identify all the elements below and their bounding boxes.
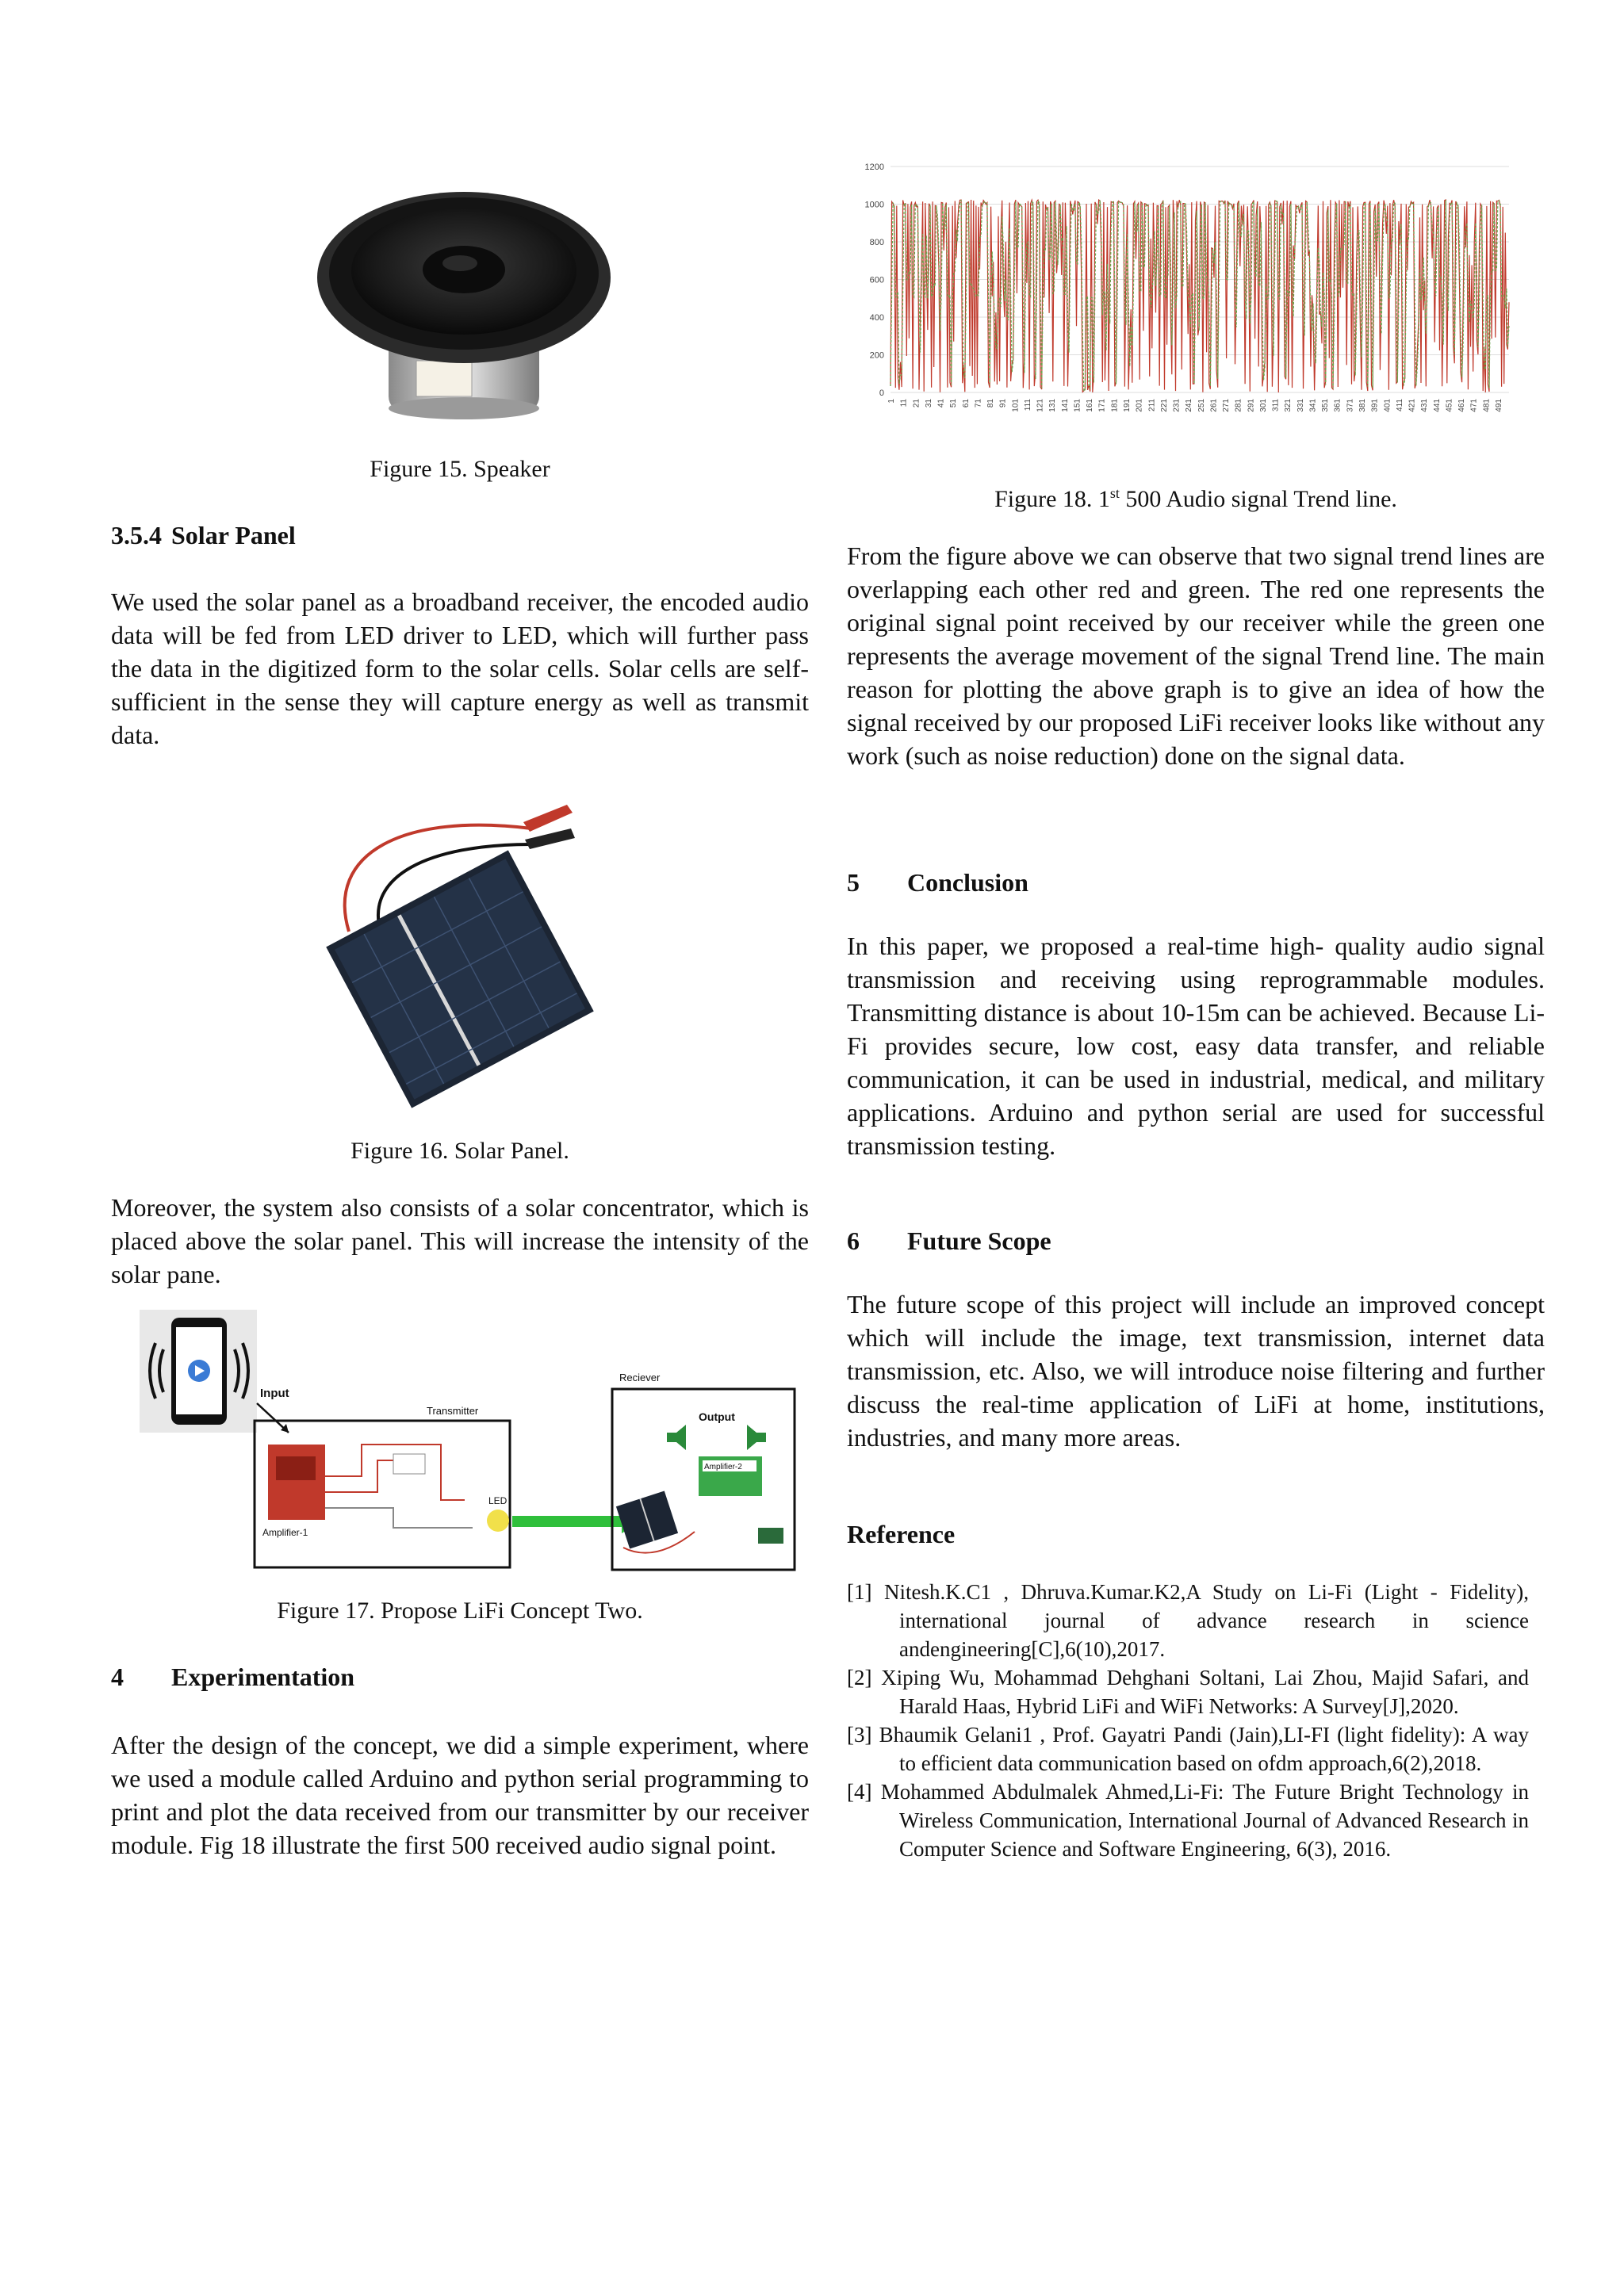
x-tick-label: 401 [1383,399,1392,412]
fig18-caption-text: Figure 18. 1 [994,486,1110,512]
x-tick-label: 381 [1358,399,1367,412]
output-label: Output [699,1410,735,1423]
conclusion-paragraph: In this paper, we proposed a real-time high- quality audio signal transmission and receiving using reprogrammable modules. Transmitting distance is about 10-15m can be achieved. Because Li-Fi provides secure, low cost, easy data transfer, and reliable communication, it can be used in industrial, medical, and military applications. Arduino and python serial are used for successful transmission testing. [847,932,1545,1160]
reference-item: [3] Bhaumik Gelani1 , Prof. Gayatri Pandi (Jain),LI-FI (light fidelity): A way to efficient data communication based on ofdm approach,6(2),2018. [847,1723,1529,1775]
x-tick-label: 391 [1370,399,1380,412]
x-tick-label: 431 [1420,399,1430,412]
x-tick-label: 111 [1023,399,1032,411]
solar-paragraph-2: Moreover, the system also consists of a solar concentrator, which is placed above the solar panel. This will increase the intensity of the solar pane. [111,1193,809,1288]
x-tick-label: 51 [949,399,959,408]
x-tick-label: 121 [1036,399,1045,412]
x-tick-label: 181 [1110,399,1120,412]
amplifier-2-label: Amplifier-2 [704,1463,742,1471]
x-tick-label: 331 [1296,399,1305,412]
x-tick-label: 201 [1135,399,1144,412]
fig18-caption-superscript: st [1109,485,1120,501]
x-tick-label: 191 [1122,399,1132,412]
x-tick-label: 411 [1395,399,1404,411]
x-tick-label: 241 [1185,399,1194,412]
section-title: Conclusion [907,868,1028,897]
y-tick-label: 800 [869,238,884,247]
section-number: 3.5.4 [111,521,162,549]
reference-item: [4] Mohammed Abdulmalek Ahmed,Li-Fi: The Future Bright Technology in Wireless Communication, International Journal of Advanced Research in Computer Science and Software Engineering, 6(3), 2016. [847,1780,1529,1861]
section-title: Solar Panel [171,521,296,549]
section-title: Experimentation [171,1663,355,1691]
x-tick-label: 81 [986,399,996,408]
receiver-label: Reciever [619,1372,661,1383]
x-tick-label: 221 [1159,399,1169,412]
y-tick-label: 1200 [864,163,884,172]
section-heading-future-scope [847,1224,1051,1257]
x-tick-label: 461 [1457,399,1467,412]
y-tick-label: 200 [869,350,884,361]
x-tick-label: 1 [887,399,896,404]
x-tick-label: 21 [912,399,921,408]
x-tick-label: 421 [1408,399,1417,412]
section-number: 4 [111,1663,124,1691]
x-tick-label: 281 [1234,399,1243,412]
solar-paragraph-1: We used the solar panel as a broadband receiver, the encoded audio data will be fed from LED driver to LED, which will further pass the data in the digitized form to the solar cells. Solar cells are self-sufficient in the sense they will capture energy as well as transmit data. [111,587,809,749]
section-heading-experimentation [111,1660,354,1693]
section-heading-reference [847,1517,955,1551]
x-tick-label: 261 [1209,399,1219,412]
x-tick-label: 371 [1346,399,1355,412]
fig18-caption-rest: 500 Audio signal Trend line. [1119,486,1397,512]
x-tick-label: 251 [1197,399,1206,412]
section-number: 6 [847,1226,860,1255]
audio-signal-trend-chart [847,155,1521,452]
x-tick-label: 61 [961,399,971,408]
x-tick-label: 361 [1333,399,1342,412]
fig17-caption: Figure 17. Propose LiFi Concept Two. [277,1598,643,1624]
x-tick-label: 31 [924,399,933,408]
section-number: 5 [847,868,860,897]
section-heading-conclusion [847,866,1028,899]
x-tick-label: 441 [1432,399,1442,412]
amplifier-1-label: Amplifier-1 [262,1527,308,1538]
x-tick-label: 271 [1222,399,1231,412]
section-heading-solar-panel [111,519,296,552]
x-tick-label: 481 [1482,399,1492,412]
x-tick-label: 41 [936,399,946,408]
x-tick-label: 141 [1060,399,1070,412]
solar-panel-image [293,781,626,1114]
y-tick-label: 400 [869,313,884,323]
x-tick-label: 151 [1073,399,1082,412]
section-title: Reference [847,1520,956,1548]
transmitter-label: Transmitter [427,1405,479,1417]
x-tick-label: 451 [1445,399,1454,412]
y-tick-label: 0 [879,388,884,398]
reference-list [847,1578,1529,1863]
experimentation-paragraph: After the design of the concept, we did a simple experiment, where we used a module called Arduino and python serial programming to print and plot the data received from our transmitter by our receiver module. Fig 18 illustrate the first 500 received audio signal point. [111,1731,809,1859]
x-tick-label: 211 [1147,399,1157,411]
speaker-image [313,190,615,420]
x-tick-label: 311 [1271,399,1281,411]
lifi-concept-diagram [140,1310,798,1575]
led-label: LED [488,1495,508,1506]
fig16-caption: Figure 16. Solar Panel. [350,1138,569,1164]
x-tick-label: 491 [1494,399,1503,412]
x-tick-label: 171 [1097,399,1107,412]
input-label: Input [260,1387,289,1400]
future-scope-paragraph: The future scope of this project will include an improved concept which will include the image, text transmission, internet data transmission, etc. Also, we will introduce noise filtering and further discuss the real-time application of LiFi at home, institutions, industries, and many more areas. [847,1290,1545,1452]
x-tick-label: 341 [1308,399,1318,412]
x-tick-label: 231 [1172,399,1182,412]
x-tick-label: 11 [899,399,909,408]
y-tick-label: 1000 [864,200,884,210]
section-title: Future Scope [907,1226,1051,1255]
x-tick-label: 291 [1247,399,1256,412]
x-tick-label: 351 [1321,399,1331,412]
reference-item: [2] Xiping Wu, Mohammad Dehghani Soltani, Lai Zhou, Majid Safari, and Harald Haas, Hybrid LiFi and WiFi Networks: A Survey[J],2020. [847,1666,1529,1718]
x-tick-label: 321 [1284,399,1293,412]
x-tick-label: 161 [1086,399,1095,412]
x-tick-label: 91 [998,399,1008,408]
phone-icon [140,1310,257,1433]
fig18-caption [847,484,1545,515]
x-tick-label: 471 [1469,399,1479,412]
x-tick-label: 101 [1011,399,1021,412]
x-tick-label: 301 [1258,399,1268,412]
trend-paragraph: From the figure above we can observe that two signal trend lines are overlapping each other red and green. The red one represents the original signal point received by our receiver while the green one represents the average movement of the signal Trend line. The main reason for plotting the above graph is to give an idea of how the signal received by our proposed LiFi receiver looks like without any work (such as noise reduction) done on the signal data. [847,541,1545,770]
reference-item: [1] Nitesh.K.C1 , Dhruva.Kumar.K2,A Study on Li-Fi (Light - Fidelity), international journal of advance research in science andengineering[C],6(10),2017. [847,1580,1529,1661]
fig15-caption: Figure 15. Speaker [370,456,550,482]
y-tick-label: 600 [869,275,884,285]
x-tick-label: 71 [974,399,983,408]
x-tick-label: 131 [1048,399,1058,412]
